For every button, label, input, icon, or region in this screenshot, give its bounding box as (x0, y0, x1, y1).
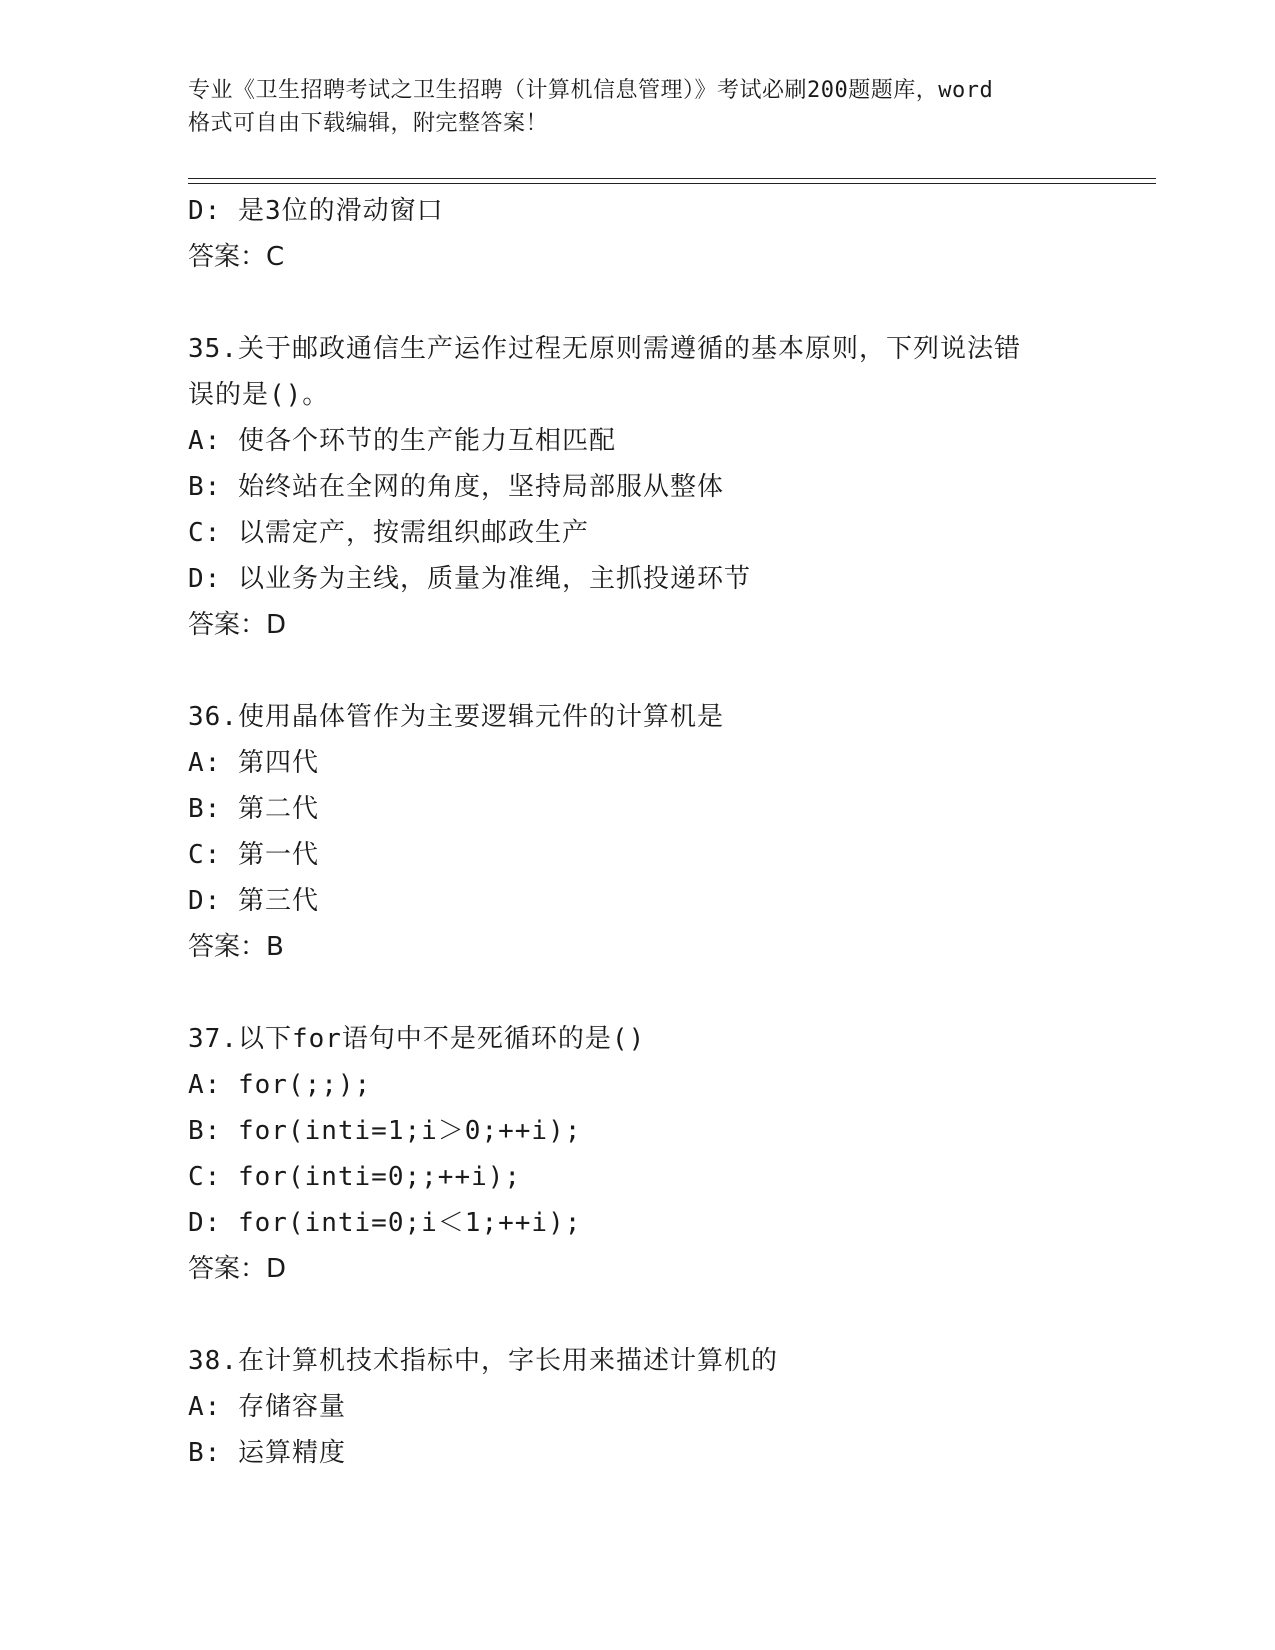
question-stem: 37.以下for语句中不是死循环的是() (188, 1024, 646, 1054)
question-38 (188, 1338, 1128, 1476)
option-c: C: for(inti=0;;++i); (188, 1162, 522, 1192)
spacer (188, 280, 1128, 326)
question-37 (188, 1016, 1128, 1292)
option-d: D: 第三代 (188, 886, 319, 916)
question-stem: 36.使用晶体管作为主要逻辑元件的计算机是 (188, 702, 724, 732)
option-b: B: 运算精度 (188, 1438, 346, 1468)
option-b: B: 始终站在全网的角度，坚持局部服从整体 (188, 472, 724, 502)
answer-label: 答案：C (188, 242, 285, 272)
question-35 (188, 326, 1128, 648)
option-d: D: for(inti=0;i＜1;++i); (188, 1208, 582, 1238)
question-stem: 38.在计算机技术指标中，字长用来描述计算机的 (188, 1346, 778, 1376)
spacer (188, 648, 1128, 694)
header-divider-top (188, 178, 1156, 179)
header-divider-bottom (188, 183, 1156, 184)
option-a: A: 存储容量 (188, 1392, 346, 1422)
header-line-2: 格式可自由下载编辑，附完整答案！ (188, 111, 549, 136)
question-stem-continued: 误的是()。 (188, 380, 330, 410)
question-34-tail (188, 188, 1128, 280)
option-d: D: 是3位的滑动窗口 (188, 196, 444, 226)
answer-label: 答案：B (188, 932, 284, 962)
option-a: A: for(;;); (188, 1070, 372, 1100)
option-b: B: 第二代 (188, 794, 319, 824)
question-stem: 35.关于邮政通信生产运作过程无原则需遵循的基本原则，下列说法错 (188, 334, 1021, 364)
option-a: A: 第四代 (188, 748, 319, 778)
spacer (188, 970, 1128, 1016)
header-line-1: 专业《卫生招聘考试之卫生招聘（计算机信息管理）》考试必刷200题题库，word (188, 78, 994, 103)
question-list (188, 188, 1128, 1476)
document-header (188, 74, 1108, 140)
option-d: D: 以业务为主线，质量为准绳，主抓投递环节 (188, 564, 751, 594)
answer-label: 答案：D (188, 610, 287, 640)
question-36 (188, 694, 1128, 970)
spacer (188, 1292, 1128, 1338)
option-c: C: 第一代 (188, 840, 319, 870)
option-c: C: 以需定产，按需组织邮政生产 (188, 518, 589, 548)
option-b: B: for(inti=1;i＞0;++i); (188, 1116, 582, 1146)
answer-label: 答案：D (188, 1254, 287, 1284)
option-a: A: 使各个环节的生产能力互相匹配 (188, 426, 616, 456)
